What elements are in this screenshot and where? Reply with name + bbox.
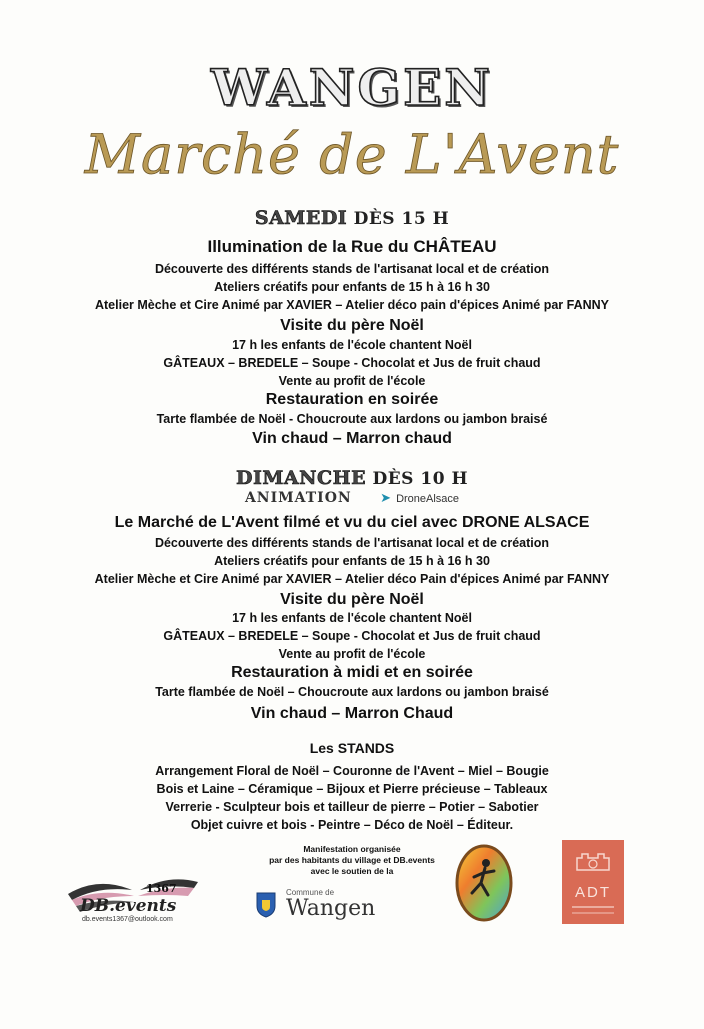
saturday-line: Restauration en soirée (265, 391, 439, 408)
sunday-line: Vin chaud – Marron Chaud (250, 705, 454, 722)
sunday-line: Le Marché de L'Avent filmé et vu du ciel avec DRONE ALSACE (114, 514, 590, 531)
stands-line: Arrangement Floral de Noël – Couronne de l'Avent – Miel – Bougie (155, 764, 549, 778)
drone-logo-text: DroneAlsace (396, 492, 460, 505)
saturday-line: Illumination de la Rue du CHÂTEAU (207, 237, 497, 256)
saturday-line: 17 h les enfants de l'école chantent Noël (232, 338, 472, 352)
stands-line: Bois et Laine – Céramique – Bijoux et Pierre précieuse – Tableaux (156, 782, 548, 796)
animation-label: ANIMATION (244, 490, 352, 506)
sunday-line: Vente au profit de l'école (278, 647, 426, 661)
organizer-line: Manifestation organisée (303, 844, 401, 854)
saturday-line: Ateliers créatifs pour enfants de 15 h à 16 h 30 (214, 280, 490, 294)
saturday-line: Tarte flambée de Noël - Choucroute aux lardons ou jambon braisé (156, 412, 548, 426)
sunday-line: Découverte des différents stands de l'artisanat local et de création (154, 536, 550, 550)
saturday-day: SAMEDI (254, 207, 348, 229)
adt-name: ADT (575, 884, 611, 901)
saturday-time: DÈS 15 H (353, 209, 450, 229)
commune-name: Wangen (286, 896, 376, 921)
db-number: 1367 (146, 882, 177, 895)
sunday-line: Atelier Mèche et Cire Animé par XAVIER – Atelier déco Pain d'épices Animé par FANNY (94, 572, 610, 586)
sunday-line: GÂTEAUX – BREDELE – Soupe - Chocolat et Jus de fruit chaud (163, 629, 541, 643)
town-title: WANGEN (211, 58, 493, 117)
organizer-line: par des habitants du village et DB.events (269, 855, 435, 865)
sunday-heading (0, 467, 704, 489)
saturday-heading (0, 207, 704, 229)
db-email: db.events1367@outlook.com (82, 916, 173, 923)
runner-medallion-logo (454, 843, 514, 923)
sunday-line: Ateliers créatifs pour enfants de 15 h à 16 h 30 (214, 554, 490, 568)
animation-row (0, 489, 704, 507)
stands-line: Verrerie - Sculpteur bois et tailleur de pierre – Potier – Sabotier (165, 800, 539, 814)
sunday-time: DÈS 10 H (372, 469, 469, 489)
organizer-line: avec le soutien de la (310, 866, 394, 876)
sunday-line: Visite du père Noël (280, 591, 424, 608)
saturday-line: Vente au profit de l'école (278, 374, 426, 388)
adt-divider (572, 912, 614, 914)
saturday-line: Vin chaud – Marron chaud (252, 430, 452, 447)
arrow-icon: ➤ (380, 489, 392, 505)
commune-wangen-logo (256, 888, 396, 928)
saturday-line: Visite du père Noël (280, 317, 424, 334)
sunday-line: 17 h les enfants de l'école chantent Noël (232, 611, 472, 625)
coat-of-arms-icon (256, 892, 276, 918)
saturday-line: GÂTEAUX – BREDELE – Soupe - Chocolat et Jus de fruit chaud (163, 356, 541, 370)
saturday-line: Atelier Mèche et Cire Animé par XAVIER – Atelier déco pain d'épices Animé par FANNY (94, 298, 609, 312)
db-events-logo (58, 872, 208, 932)
commune-small: Commune de (286, 888, 335, 897)
stands-line: Objet cuivre et bois - Peintre – Déco de Noël – Éditeur. (190, 818, 514, 832)
castle-icon (562, 840, 624, 880)
sunday-day: DIMANCHE (235, 467, 367, 489)
event-title: Marché de L'Avent (84, 123, 620, 186)
sunday-line: Restauration à midi et en soirée (231, 664, 473, 681)
saturday-line: Découverte des différents stands de l'artisanat local et de création (154, 262, 550, 276)
adt-logo (562, 840, 624, 924)
drone-alsace-logo (380, 490, 459, 506)
stands-heading: Les STANDS (309, 740, 395, 756)
sunday-line: Tarte flambée de Noël – Choucroute aux lardons ou jambon braisé (155, 685, 549, 699)
runner-icon (454, 843, 514, 923)
db-name: DB.events (80, 896, 177, 916)
adt-divider (572, 906, 614, 908)
